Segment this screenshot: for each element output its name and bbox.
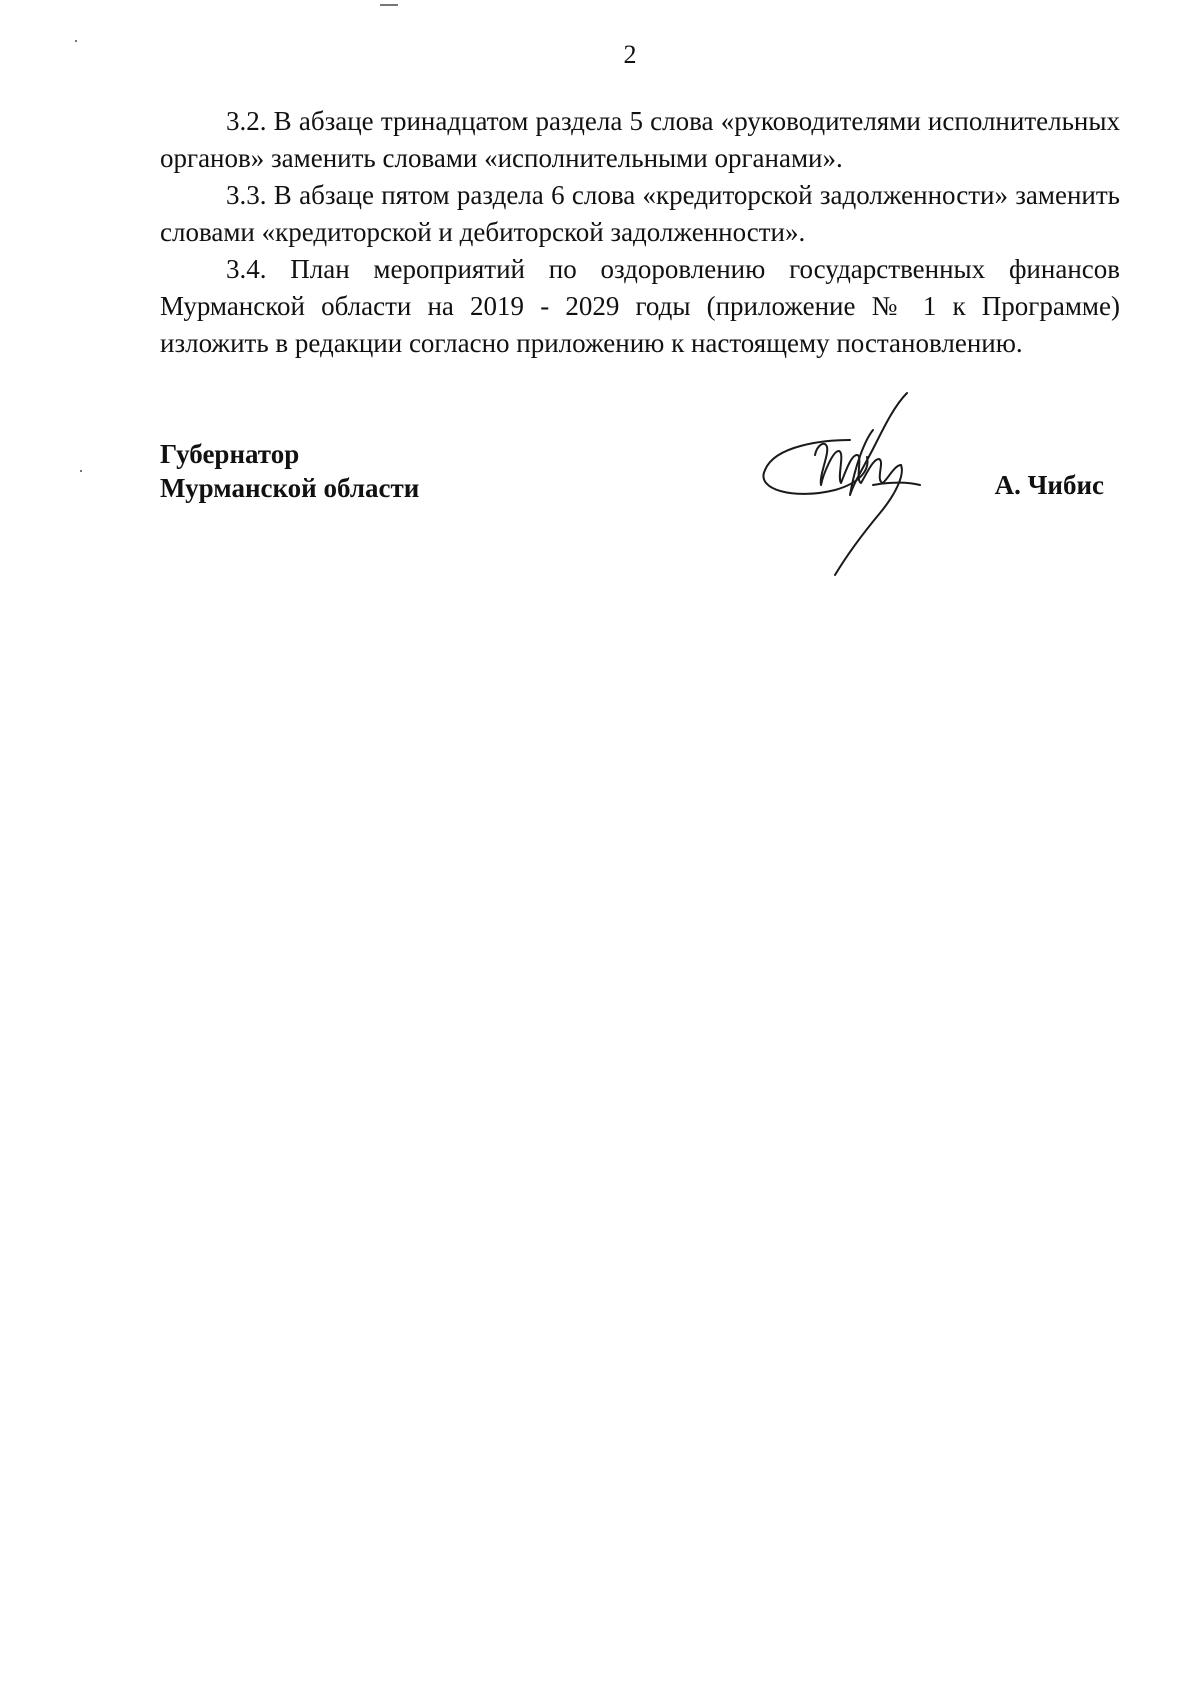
scan-artifact [380,4,398,6]
paragraph-3-3: 3.3. В абзаце пятом раздела 6 слова «кредиторской задолженности» заменить словами «кредиторской и дебиторской задолженности». [160,180,1120,247]
signatory-title-line2: Мурманской области [160,473,420,503]
signatory-title [160,437,419,505]
scan-artifact [80,470,82,472]
document-body [160,103,1120,362]
handwritten-signature-icon [755,385,945,580]
signatory-name: А. Чибис [994,470,1104,500]
page-number: 2 [623,40,637,69]
paragraph-3-4: 3.4. План мероприятий по оздоровлению государственных финансов Мурманской области на 2019 - 2029 годы (приложение № 1 к Программе) изложить в редакции согласно приложению к настоящему постановлению. [160,254,1120,358]
signatory-title-line1: Губернатор [160,439,300,469]
paragraph-3-2: 3.2. В абзаце тринадцатом раздела 5 слова «руководителями исполнительных органов» заменить словами «исполнительными органами». [160,106,1120,173]
